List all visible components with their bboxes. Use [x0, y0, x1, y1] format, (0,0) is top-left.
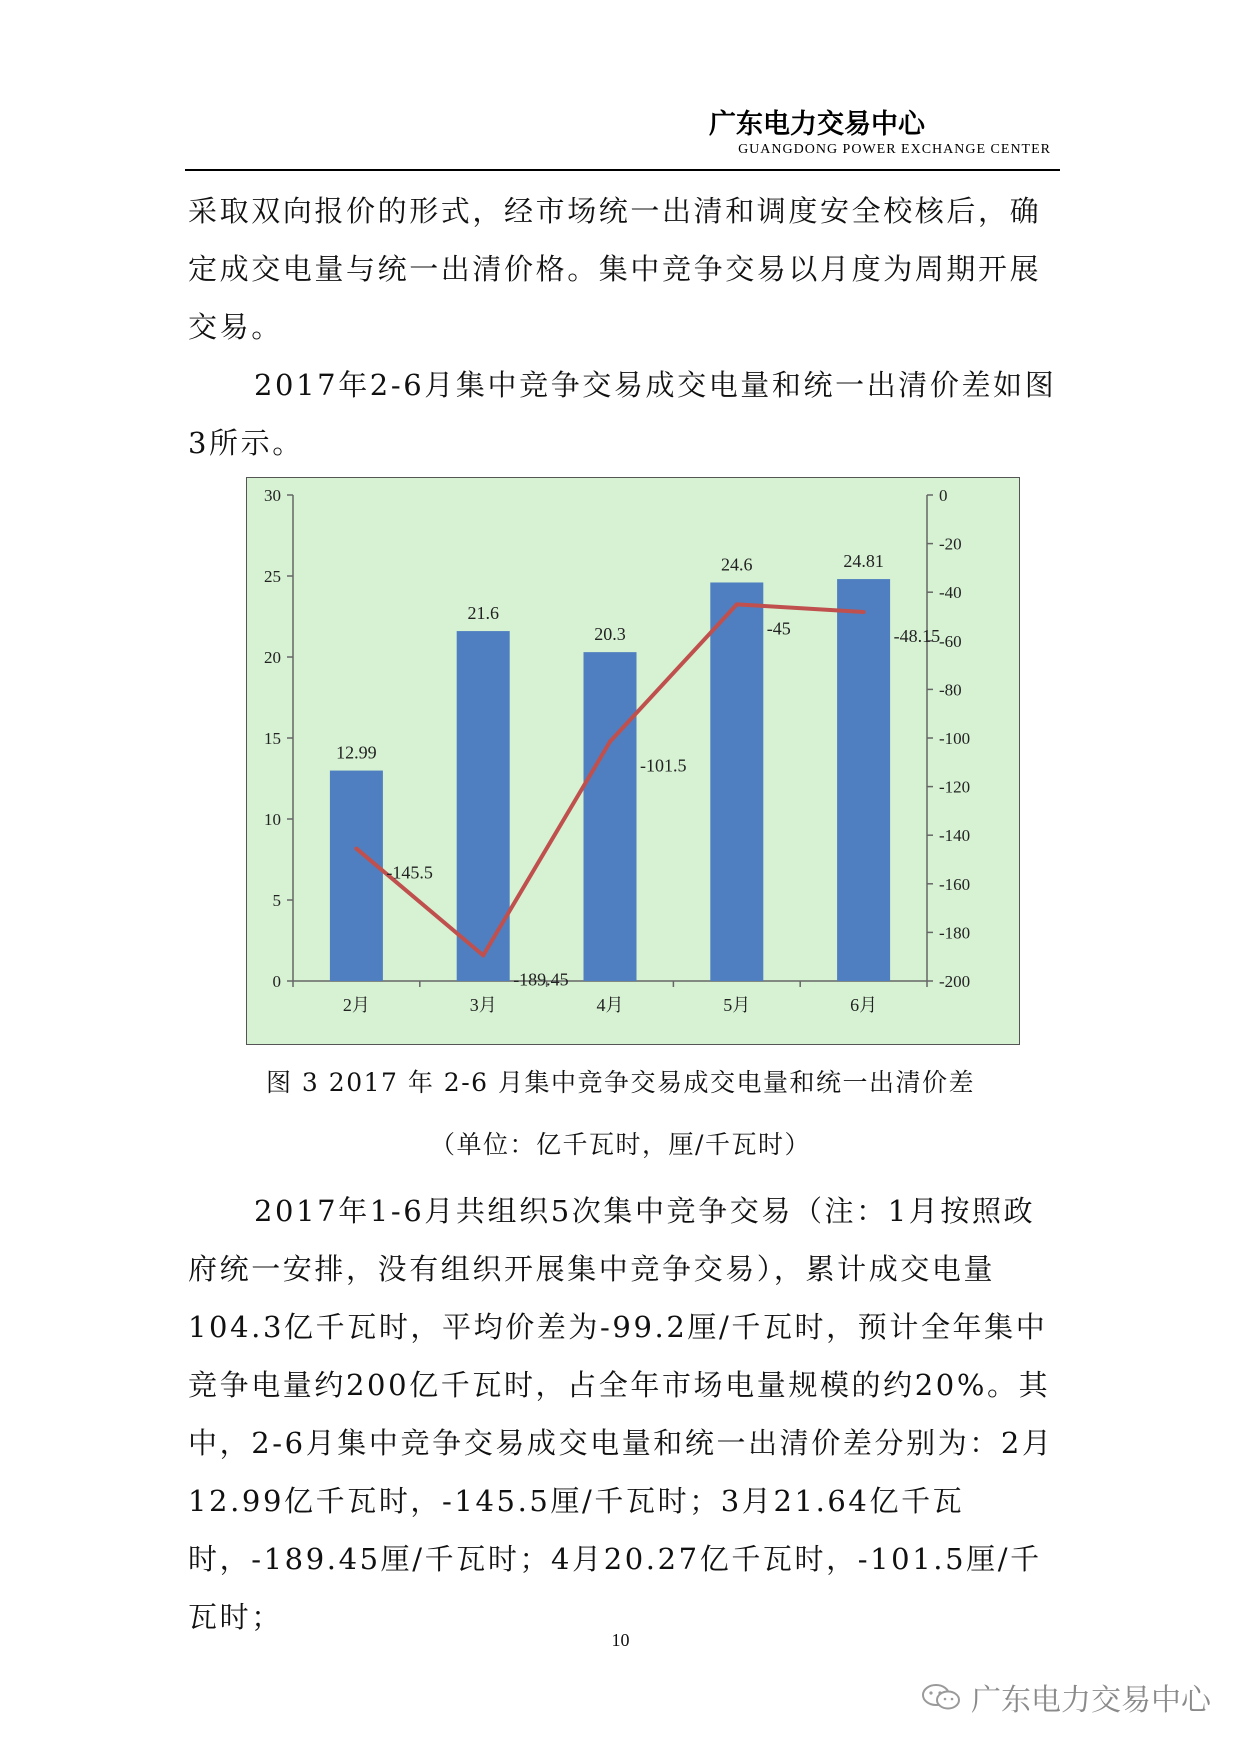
line-label-2: -189.45: [513, 969, 569, 990]
bar-5: [837, 579, 890, 981]
wechat-icon: [921, 1682, 961, 1712]
x-axis-category-label: 2月: [342, 995, 370, 1015]
figure-unit-caption: （单位：亿千瓦时，厘/千瓦时）: [430, 1130, 811, 1159]
bar-1: [330, 771, 383, 981]
right-axis-tick-label: -80: [939, 680, 962, 700]
line-label-1: -145.5: [386, 862, 433, 883]
bar-label-2: 21.6: [467, 603, 499, 624]
right-axis-tick-label: -60: [939, 631, 962, 651]
right-axis-tick-label: -120: [939, 777, 971, 797]
right-axis-tick-label: -20: [939, 534, 962, 554]
right-axis-tick-label: 0: [939, 486, 948, 505]
bar-label-5: 24.81: [843, 551, 884, 572]
figure-caption: 图 3 2017 年 2-6 月集中竞争交易成交电量和统一出清价差: [265, 1068, 976, 1097]
bar-label-3: 20.3: [594, 624, 626, 645]
line-point-5: [862, 610, 866, 614]
x-axis-category-label: 5月: [723, 995, 751, 1015]
header-divider: [185, 169, 1060, 171]
line-point-4: [735, 602, 739, 606]
chart-svg: [247, 478, 1018, 1043]
header-subtitle: GUANGDONG POWER EXCHANGE CENTER: [738, 142, 1051, 157]
line-label-3: -101.5: [640, 755, 687, 776]
left-axis-tick-label: 0: [272, 972, 281, 991]
watermark: [921, 1675, 1211, 1719]
right-axis-tick-label: -100: [939, 729, 971, 748]
page-number: 10: [611, 1630, 630, 1650]
paragraph-1: 采取双向报价的形式，经市场统一出清和调度安全校核后，确定成交电量与统一出清价格。集中竞争交易以月度为周期开展交易。: [188, 194, 1042, 344]
bar-label-1: 12.99: [336, 742, 377, 763]
bar-3: [584, 652, 637, 981]
right-axis-tick-label: -140: [939, 826, 971, 846]
bar-label-4: 24.6: [721, 554, 753, 575]
bar-2: [457, 631, 510, 981]
left-axis-tick-label: 10: [264, 810, 281, 829]
paragraph-3: 2017年1-6月共组织5次集中竞争交易（注：1月按照政府统一安排，没有组织开展集中竞争交易），累计成交电量104.3亿千瓦时，平均价差为-99.2厘/千瓦时，预计全年集中竞争电量约200亿千瓦时，占全年市场电量规模的约20%。其中，2-6月集中竞争交易成交电量和统一出清价差分别为：2月12.99亿千瓦时，-145.5厘/千瓦时；3月21.64亿千瓦时，-189.45厘/千瓦时；4月20.27亿千瓦时，-101.5厘/千瓦时；: [188, 1194, 1054, 1634]
left-axis-tick-label: 20: [264, 648, 281, 667]
left-axis-tick-label: 15: [264, 729, 281, 748]
right-axis-tick-label: -160: [939, 874, 971, 894]
line-point-1: [354, 847, 358, 851]
chart-3: [246, 477, 1020, 1045]
paragraph-2: 2017年2-6月集中竞争交易成交电量和统一出清价差如图3所示。: [188, 368, 1057, 460]
bar-4: [710, 582, 763, 981]
right-axis-tick-label: -180: [939, 923, 971, 943]
left-axis-tick-label: 25: [264, 567, 281, 586]
x-axis-category-label: 6月: [850, 995, 878, 1015]
left-axis-tick-label: 30: [264, 486, 281, 505]
left-axis-tick-label: 5: [272, 891, 281, 910]
line-label-5: -48.15: [893, 626, 941, 647]
x-axis-category-label: 3月: [469, 995, 497, 1015]
header-title: 广东电力交易中心: [709, 109, 925, 140]
watermark-text: 广东电力交易中心: [971, 1683, 1211, 1718]
right-axis-tick-label: -200: [939, 972, 971, 991]
x-axis-category-label: 4月: [596, 995, 624, 1015]
right-axis-tick-label: -40: [939, 583, 962, 603]
line-label-4: -45: [766, 618, 791, 639]
line-point-3: [608, 740, 612, 744]
line-point-2: [481, 953, 485, 957]
